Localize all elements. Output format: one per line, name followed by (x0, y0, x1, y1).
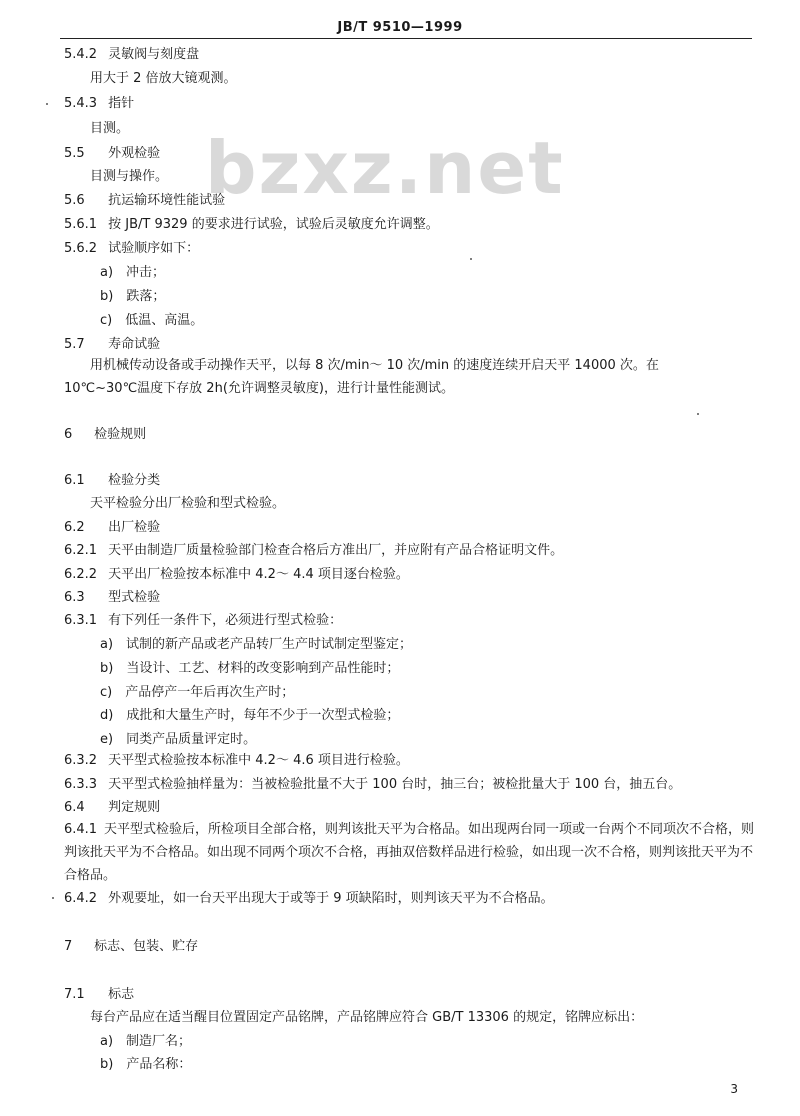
clause-text: 试验顺序如下： (108, 241, 200, 256)
clause-6-1-body: 天平检验分出厂检验和型式检验。 (90, 496, 286, 511)
clause-number: 6.2.1 (64, 543, 98, 558)
clause-5-5-heading (64, 145, 160, 163)
clause-6-2-1 (64, 542, 563, 560)
scan-speck (697, 413, 699, 415)
clause-number: 6.2 (64, 520, 85, 535)
clause-number: 6.3.3 (64, 777, 98, 792)
clause-number: 5.5 (64, 146, 85, 161)
scan-speck (470, 258, 472, 260)
scan-speck (46, 103, 48, 105)
clause-number: 5.6.1 (64, 217, 98, 232)
clause-title: 判定规则 (108, 800, 161, 815)
clause-number: 6.4.2 (64, 891, 98, 906)
list-item: b) 当设计、工艺、材料的改变影响到产品性能时； (100, 661, 400, 676)
list-item: d) 成批和大量生产时，每年不少于一次型式检验； (100, 708, 400, 723)
clause-number: 7.1 (64, 987, 85, 1002)
standard-code: JB/T 9510—1999 (337, 20, 463, 35)
clause-7-1-heading (64, 986, 134, 1004)
clause-5-5-body: 目测与操作。 (90, 169, 169, 184)
clause-number: 6.4.1 (64, 822, 98, 837)
clause-5-7-heading (64, 336, 160, 354)
chapter-number: 6 (64, 427, 73, 442)
chapter-7-heading (64, 938, 198, 956)
clause-6-3-3 (64, 776, 681, 794)
clause-5-6-1 (64, 216, 439, 234)
page-header (0, 0, 800, 40)
clause-title: 型式检验 (108, 590, 161, 605)
list-item: a) 制造厂名； (100, 1034, 192, 1049)
clause-number: 6.4 (64, 800, 85, 815)
clause-number: 5.4.3 (64, 96, 98, 111)
clause-6-2-heading (64, 519, 160, 537)
chapter-title: 检验规则 (94, 427, 147, 442)
clause-number: 6.2.2 (64, 567, 98, 582)
clause-5-6-heading (64, 192, 225, 210)
clause-title: 检验分类 (108, 473, 161, 488)
clause-5-7-body: 用机械传动设备或手动操作天平，以每 8 次/min～ 10 次/min 的速度连续开启天平 14000 次。在 10℃~30℃温度下存放 2h(允许调整灵敏度)，进行计量性能测试。 (64, 358, 659, 396)
clause-text: 天平型式检验按本标准中 4.2～ 4.6 项目进行检验。 (108, 753, 409, 768)
chapter-title: 标志、包装、贮存 (94, 939, 199, 954)
clause-7-1-body: 每台产品应在适当醒目位置固定产品铭牌，产品铭牌应符合 GB/T 13306 的规定，铭牌应标出： (90, 1010, 644, 1025)
clause-6-2-2 (64, 566, 409, 584)
list-item: b) 跌落； (100, 289, 166, 304)
clause-text: 天平型式检验后，所检项目全部合格，则判该批天平为合格品。如出现两台同一项或一台两个不同项次不合格，则判该批天平为不合格品。如出现不同两个项次不合格，再抽双倍数样品进行检验，如出现一次不合格，则判该批天平为不合格品。 (64, 822, 755, 883)
page-number: 3 (730, 1082, 738, 1096)
header-rule (60, 38, 752, 39)
clause-5-4-3-heading (64, 95, 134, 113)
clause-6-4-heading (64, 799, 160, 817)
list-item: e) 同类产品质量评定时。 (100, 732, 257, 747)
clause-5-4-2-heading (64, 46, 199, 64)
clause-text: 天平出厂检验按本标准中 4.2～ 4.4 项目逐台检验。 (108, 567, 409, 582)
clause-number: 5.6.2 (64, 241, 98, 256)
clause-number: 6.3 (64, 590, 85, 605)
clause-title: 指针 (108, 96, 135, 111)
list-item: a) 试制的新产品或老产品转厂生产时试制定型鉴定； (100, 637, 413, 652)
clause-text: 天平由制造厂质量检验部门检查合格后方准出厂，并应附有产品合格证明文件。 (108, 543, 564, 558)
clause-text: 天平型式检验抽样量为：当被检验批量不大于 100 台时，抽三台；被检批量大于 100 台，抽五台。 (108, 777, 682, 792)
clause-number: 5.6 (64, 193, 85, 208)
clause-title: 出厂检验 (108, 520, 161, 535)
clause-6-3-2 (64, 752, 409, 770)
clause-title: 灵敏阀与刻度盘 (108, 47, 200, 62)
clause-number: 5.7 (64, 337, 85, 352)
clause-title: 抗运输环境性能试验 (108, 193, 226, 208)
chapter-number: 7 (64, 939, 73, 954)
clause-number: 6.1 (64, 473, 85, 488)
clause-6-3-1 (64, 612, 342, 630)
clause-6-3-heading (64, 589, 160, 607)
list-item: b) 产品名称： (100, 1057, 192, 1072)
clause-text: 按 JB/T 9329 的要求进行试验，试验后灵敏度允许调整。 (108, 217, 439, 232)
watermark: bzxz.net (205, 126, 565, 210)
clause-5-4-2-body: 用大于 2 倍放大镜观测。 (90, 71, 237, 86)
clause-text: 有下列任一条件下，必须进行型式检验： (108, 613, 343, 628)
clause-text: 外观要址，如一台天平出现大于或等于 9 项缺陷时，则判该天平为不合格品。 (108, 891, 554, 906)
clause-5-6-2 (64, 240, 199, 258)
clause-title: 外观检验 (108, 146, 161, 161)
chapter-6-heading (64, 426, 146, 444)
clause-6-1-heading (64, 472, 160, 490)
list-item: a) 冲击； (100, 265, 166, 280)
clause-6-4-1 (64, 818, 754, 887)
clause-title: 寿命试验 (108, 337, 161, 352)
clause-number: 6.3.1 (64, 613, 98, 628)
clause-number: 5.4.2 (64, 47, 98, 62)
list-item: c) 低温、高温。 (100, 313, 204, 328)
list-item: c) 产品停产一年后再次生产时； (100, 685, 295, 700)
clause-5-4-3-body: 目测。 (90, 121, 130, 136)
clause-6-4-2 (64, 890, 554, 908)
clause-title: 标志 (108, 987, 135, 1002)
scan-speck (52, 897, 54, 899)
clause-number: 6.3.2 (64, 753, 98, 768)
